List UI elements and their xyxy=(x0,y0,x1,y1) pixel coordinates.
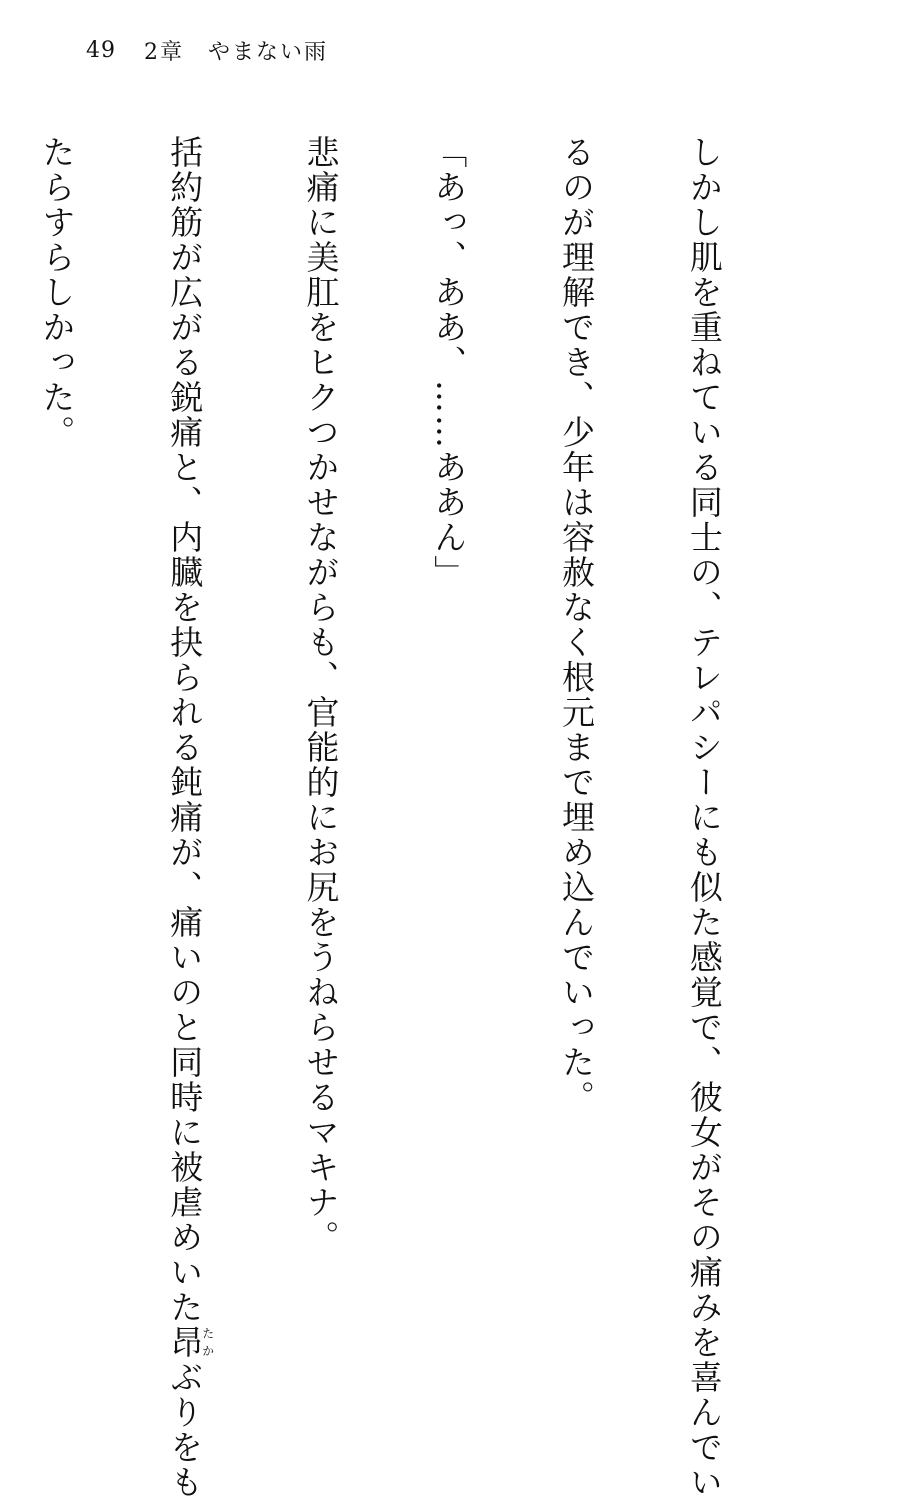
page-number: 49 xyxy=(86,37,116,63)
ruby-reading: たか xyxy=(200,1325,215,1360)
text-line: たらすらしかった。 xyxy=(37,135,77,450)
text-line: 「あっ、ああ、……ああん」 xyxy=(429,135,469,590)
text-line: しかし肌を重ねている同士の、テレパシーにも似た感覚で、彼女がその痛みを喜んでい xyxy=(684,135,724,1500)
chapter-title: 2章 やまない雨 xyxy=(144,39,328,65)
text-line: 悲痛に美肛をヒクつかせながらも、官能的にお尻をうねらせるマキナ。 xyxy=(301,135,341,1255)
text-line: るのが理解でき、少年は容赦なく根元まで埋め込んでいった。 xyxy=(557,135,597,1115)
running-header xyxy=(86,30,328,70)
text-line-with-ruby xyxy=(163,135,215,1500)
ruby-annotation: 昂たか xyxy=(165,1325,215,1360)
vertical-text-body xyxy=(0,135,810,1500)
text-segment: 括約筋が広がる鋭痛と、内臓を抉られる鈍痛が、痛いのと同時に被虐めいた昂たかぶりをも xyxy=(165,135,215,1500)
